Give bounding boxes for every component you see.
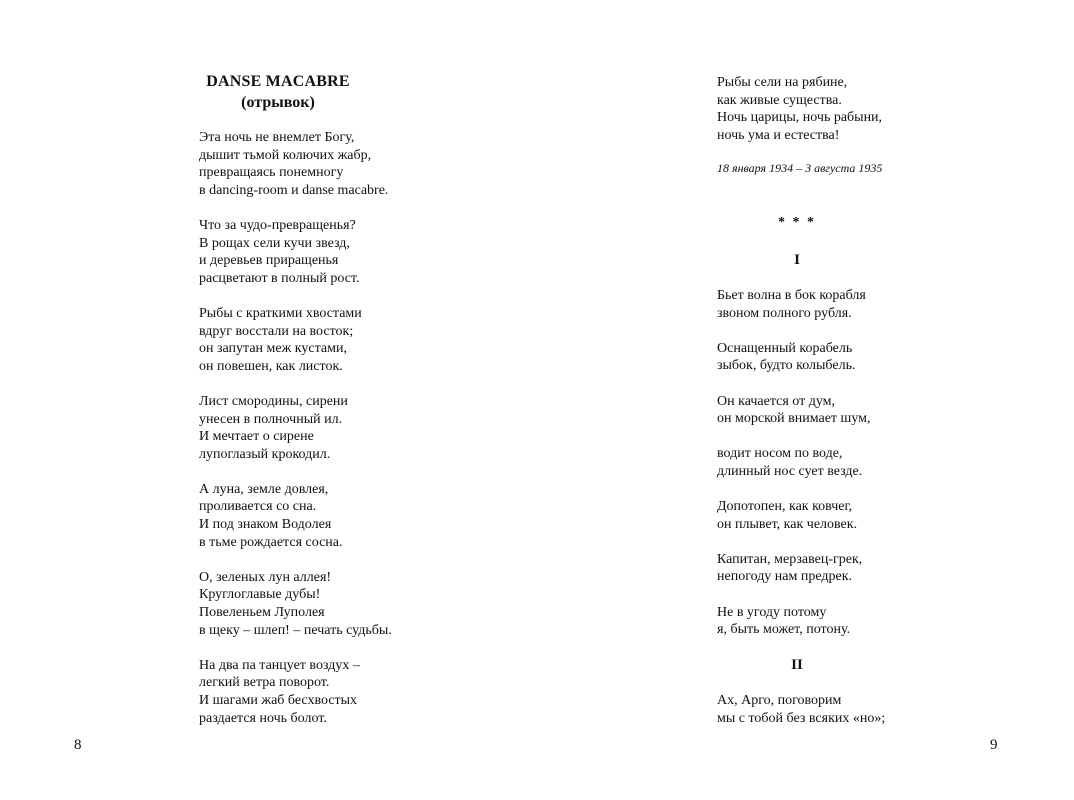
- poem-stanza: [199, 657, 392, 727]
- left-poem-body: [199, 129, 392, 745]
- poem-line: А луна, земле довлея,: [199, 481, 329, 497]
- poem-line: он морской внимает шум,: [717, 411, 871, 427]
- right-poem-body: [717, 74, 885, 745]
- poem-line: В рощах сели кучи звезд,: [199, 235, 350, 251]
- poem-stanza: [199, 129, 392, 199]
- poem-line: он повешен, как листок.: [199, 358, 343, 374]
- section-heading-two: II: [791, 657, 803, 674]
- right-page: [537, 0, 1074, 800]
- poem-line: Рыбы сели на рябине,: [717, 75, 848, 90]
- poem-line: Капитан, мерзавец-грек,: [717, 551, 863, 567]
- poem-line: На два па танцует воздух –: [199, 657, 360, 673]
- poem-stanza: [199, 393, 392, 463]
- poem-line: зыбок, будто колыбель.: [717, 358, 856, 374]
- poem-line: Оснащенный корабель: [717, 340, 853, 356]
- poem-line: И шагами жаб бесхвостых: [199, 693, 358, 708]
- poem-line: Круглоглавые дубы!: [199, 587, 321, 603]
- poem-line: Ах, Арго, поговорим: [717, 693, 842, 709]
- poem-line: он запутан меж кустами,: [199, 341, 347, 357]
- poem-line: ночь ума и естества!: [717, 127, 840, 143]
- poem-stanza: [199, 569, 392, 639]
- poem-subtitle: (отрывок): [241, 94, 315, 111]
- section-separator-stars: * * *: [778, 214, 816, 230]
- poem-line: И под знаком Водолея: [199, 517, 332, 533]
- poem-line: Эта ночь не внемлет Богу,: [199, 130, 355, 145]
- poem-line: в dancing-room и danse macabre.: [199, 182, 389, 198]
- poem-line: и деревьев приращенья: [199, 253, 339, 269]
- poem-line: проливается со сна.: [199, 499, 317, 515]
- poem-line: мы с тобой без всяких «но»;: [717, 711, 886, 727]
- poem-line: он плывет, как человек.: [717, 516, 858, 532]
- poem-line: Допотопен, как ковчег,: [717, 499, 853, 515]
- poem-line: превращаясь понемногу: [199, 165, 344, 181]
- poem-line: Он качается от дум,: [717, 393, 835, 409]
- poem-stanza: [717, 287, 885, 322]
- poem-line: И мечтает о сирене: [199, 429, 314, 445]
- poem-line: непогоду нам предрек.: [717, 569, 853, 585]
- poem-line: раздается ночь болот.: [199, 710, 327, 726]
- poem-stanza: [717, 393, 885, 428]
- poem-line: дышит тьмой колючих жабр,: [199, 147, 372, 163]
- poem-line: Лист смородины, сирени: [199, 393, 348, 409]
- poem-line: Повеленьем Луполея: [199, 605, 325, 621]
- poem-stanza: [717, 692, 885, 727]
- poem-title-block: [199, 71, 357, 113]
- poem-line: Что за чудо-превращенья?: [199, 217, 356, 233]
- poem-line: Ночь царицы, ночь рабыни,: [717, 110, 883, 126]
- page-number-left: 8: [74, 737, 82, 753]
- poem-line: унесен в полночный ил.: [199, 411, 343, 427]
- poem-date: 18 января 1934 – 3 августа 1935: [717, 160, 883, 175]
- section-one-stanzas: [717, 287, 885, 639]
- poem-stanza: [717, 604, 885, 639]
- poem-line: О, зеленых лун аллея!: [199, 569, 332, 585]
- poem-line: водит носом по воде,: [717, 446, 843, 462]
- poem-stanza: [199, 305, 392, 375]
- poem-title: DANSE MACABRE: [206, 73, 350, 90]
- poem-stanza: [199, 481, 392, 551]
- poem-line: Не в угоду потому: [717, 604, 827, 620]
- poem-line: я, быть может, потону.: [717, 622, 851, 638]
- section-two-stanzas: [717, 692, 885, 727]
- poem-line: лупоглазый крокодил.: [199, 446, 331, 462]
- poem-line: в тьме рождается сосна.: [199, 534, 343, 550]
- poem-stanza: [717, 551, 885, 586]
- poem-line: вдруг восстали на восток;: [199, 323, 354, 339]
- poem-line: легкий ветра поворот.: [199, 675, 330, 691]
- poem-stanza: [717, 445, 885, 480]
- poem-line: как живые существа.: [717, 92, 842, 108]
- poem-line: Бьет волна в бок корабля: [717, 287, 866, 303]
- poem-line: в щеку – шлеп! – печать судьбы.: [199, 622, 392, 638]
- poem-line: расцветают в полный рост.: [199, 270, 360, 286]
- poem-line: звоном полного рубля.: [717, 305, 852, 321]
- poem-line: Рыбы с краткими хвостами: [199, 305, 362, 321]
- poem-stanza-continued: [717, 74, 885, 144]
- poem-stanza: [199, 217, 392, 287]
- section-heading-one: I: [794, 251, 800, 268]
- poem-line: длинный нос сует везде.: [717, 463, 863, 479]
- poem-stanza: [717, 498, 885, 533]
- poem-stanza: [717, 340, 885, 375]
- page-number-right: 9: [990, 737, 998, 753]
